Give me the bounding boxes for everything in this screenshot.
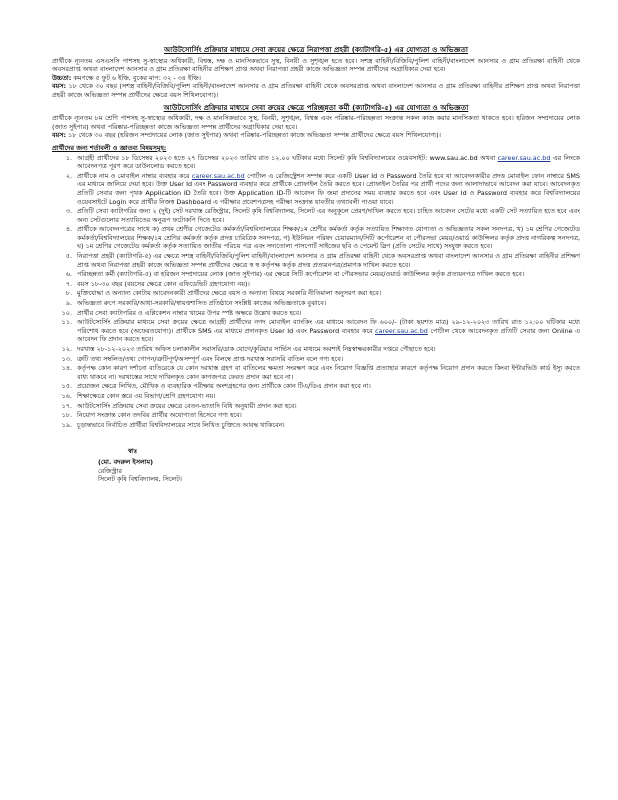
condition-number: ৪. — [65, 225, 72, 234]
section2-age — [52, 131, 580, 140]
condition-text-pre: প্রার্থীকে আবেদনপত্রের সাথে ক) প্রথম শ্রেণীর গেজেটেড কর্মকর্তা/বিশ্ববিদ্যালয়ের শিক্ষক/১ম শ্রেণীর কর্মকর্তা কর্তৃক সত্যায়িত শিক্ষাগত যোগ্যতা ও অভিজ্ঞতার সকল সনদপত্র, খ) ১ম শ্রেণির গেজেটেড কর্মকর্তা/বিশ্ববিদ্যালয়ের শিক্ষক/১ম শ্রেণির কর্মকর্তা কর্তৃক প্রদত্ত চারিত্রিক সনদপত্র, গ) ইউনিয়ন পরিষদ চেয়ারম্যান/সিটি কর্পোরেশন বা পৌরসভা মেয়র/ওয়ার্ড কাউন্সিলর কর্তৃক প্রদত্ত নাগরিকত্ব সনদপত্র, ঘ) ১ম শ্রেণির গেজেটেড কর্মকর্তা কর্তৃক সত্যায়িত জাতীয় পরিচয় পত্র এবং সদ্যতোলা পাসপোর্ট সাইজের ছবি ও পেমেন্ট স্লিপ (প্রতি সেটের সাথে) সংযুক্ত করতে হবে। — [77, 225, 580, 251]
condition-text-pre: বয়স ১৮-৩০ বছর (বয়সের ক্ষেত্রে কোন এফিডেভিট গ্রহণযোগ্য নয়)। — [77, 279, 250, 288]
condition-text-pre: প্রয়োজন ক্ষেত্রে লিখিত, মৌখিক ও ব্যবহারিক পরীক্ষায় অংশগ্রহণের জন্য প্রার্থীকে কোন টিএ/ডিএ প্রদান করা হবে না। — [77, 382, 371, 391]
condition-item — [52, 154, 580, 171]
age-value: ১৮ থেকে ৩০ বছর (হরিজন সম্প্রদায়ের লোক (জাত সুইপার) অথবা পরিষ্কার-পরিচ্ছন্নতা কাজে অভিজ্ঞতা সম্পন্ন প্রার্থীদের ক্ষেত্রে বয়স শিথিলযোগ্য)। — [68, 131, 441, 140]
condition-item — [52, 421, 580, 430]
condition-number: ১২. — [61, 345, 72, 353]
condition-text — [77, 364, 580, 381]
condition-text-pre: আগ্রহী প্রার্থীদের ১৮ ডিসেম্বর ২০২৩ হতে ২৭ ডিসেম্বর ২০২৩ তারিখ রাত ১২.০০ ঘটিকার মধ্যে সিলেট কৃষি বিশ্ববিদ্যালয়ের ওয়েবসাইট: www.sau.ac.bd অথবা — [77, 153, 496, 162]
condition-text — [77, 299, 580, 308]
condition-number: ১০. — [61, 308, 72, 317]
condition-item — [52, 225, 580, 251]
condition-text-pre: কর্তৃপক্ষ কোন কারণ দর্শানো ব্যতিরেকে যে কোন দরখাস্ত গ্রহণ বা বাতিলের ক্ষমতা সংরক্ষণ করে এবং নিয়োগ বিজ্ঞপ্তি প্রত্যাহার কারণে কর্তৃপক্ষ নিয়োগ প্রদান করতে কিংবা ইন্টারভিউ কার্ড ইস্যু করতে বাধ্য থাকবে না। দরখাস্তের সাথে দাখিলকৃত কোন কাগজপত্র ফেরত প্রদান করা হবে না। — [77, 364, 580, 381]
section2-title: আউটসোর্সিং প্রক্রিয়ার মাধ্যমে সেবা ক্রয়ের ক্ষেত্রে পরিচ্ছন্নতা কর্মী (ক্যাটাগরি-৫) এর যোগ্যতা ও অভিজ্ঞতা — [163, 102, 469, 112]
condition-item — [52, 299, 580, 308]
section2-paragraph: প্রার্থীকে ন্যূনতম ৮ম শ্রেণি পাশসহ সু-স্বাস্থ্যের অধিকারী, দক্ষ ও মানসিকভাবে সুস্থ, বিনয়ী, সুশৃঙ্খল, বিশ্বস্ত এবং পরিষ্কার-পরিচ্ছন্নতা সংক্রান্ত সকল কাজ করার মানসিকতা থাকতে হবে। হরিজন সম্প্রদায়ের লোক (জাত সুইপার) অথবা পরিষ্কার-পরিচ্ছন্নতা কাজে অভিজ্ঞতা সম্পন্ন প্রার্থীদের অগ্রাধিকার দেয়া হবে। — [52, 114, 580, 131]
condition-number: ১৬. — [61, 391, 72, 400]
condition-item — [52, 309, 580, 318]
condition-text-pre: প্রার্থীকে নাম ও মোবাইল নাম্বার ব্যবহার করে — [77, 171, 190, 180]
age-value: ১৮ থেকে ৩০ বছর (সশস্ত্র বাহিনী/বিজিবি/পুলিশ বাহিনী/বাংলাদেশ আনসার ও গ্রাম প্রতিরক্ষা বাহিনী থেকে অবসরপ্রাপ্ত অথবা বাংলাদেশ আনসার ও গ্রাম প্রতিরক্ষা বাহিনীর প্রশিক্ষণ প্রাপ্ত অথবা নিরাপত্তা প্রহরী কাজে অভিজ্ঞতা সম্পন্ন প্রার্থীদের ক্ষেত্রে বয়স শিথিলযোগ্য)। — [52, 82, 580, 99]
condition-text-pre: আউটসোর্সিং প্রক্রিয়ার মাধ্যমে সেবা ক্রয়ের ক্ষেত্রে আগ্রহী প্রার্থীদের নগদ মোবাইল ব্যাংকিং এর মাধ্যমে আবেদন ফি ৬০০/- (টাকা ছয়শত মাত্র) ২৯-১২-২০২৩ তারিখ রাত ১২:০০ ঘটিকার মধ্যে পরিশোধ করতে হবে (অফেরতযোগ্য)। প্রার্থীকে SMS এর মাধ্যমে প্রদানকৃত User Id এবং Password ব্যবহার করে — [77, 318, 580, 335]
condition-text-pre: মুক্তিযোদ্ধা ও অন্যান্য কোটায় আবেদনকারী প্রার্থীদের ক্ষেত্রে বয়স ও অন্যান্য বিষয়ে সরকারি নীতিমালা অনুসরণ করা হবে। — [77, 289, 382, 298]
condition-text — [77, 270, 580, 279]
condition-item — [52, 392, 580, 401]
career-portal-link[interactable]: career.sau.ac.bd — [191, 171, 245, 180]
condition-text-pre: দরখাস্ত ২৮-১২-২০২৩ তারিখ অফিস চলাকালীন সরাসরি/ডাক যোগে/কুরিয়ার সার্ভিস এর মাধ্যমে অবশ্যই নিম্নস্বাক্ষরকারীর দপ্তরে পৌছাতে হবে। — [77, 345, 436, 353]
condition-text-pre: পরিচ্ছন্নতা কর্মী (ক্যাটাগরি-৫) বা হরিজন সম্প্রদায়ের লোক (জাত সুইপার) এর ক্ষেত্রে সিটি কর্পোরেশন বা পৌরসভার মেয়র/ওয়ার্ড কাউন্সিলর কর্তৃক প্রত্যয়নপত্র দাখিল করতে হবে। — [77, 270, 525, 279]
condition-item — [52, 280, 580, 289]
condition-text — [77, 355, 580, 364]
height-value: কমপক্ষে ৫ ফুট ৬ ইঞ্চি, বুকের মাপ: ৩২ - ৩৪ ইঞ্চি। — [73, 73, 201, 82]
condition-text — [77, 421, 580, 430]
conditions-title: প্রার্থীদের জন্য শর্তাবলী ও জ্ঞাতব্য বিষয়সমূহ: — [52, 143, 167, 152]
signatory-designation: রেজিস্ট্রার — [98, 466, 122, 475]
condition-number: ৮. — [65, 289, 72, 298]
condition-text-pre: নিয়োগ সংক্রান্ত কোন তদবির প্রার্থীর অযোগ্যতা হিসেবে গণ্য হবে। — [77, 411, 242, 420]
condition-text — [77, 382, 580, 391]
condition-number: ১১. — [61, 318, 72, 327]
condition-text-pre: প্রতিটি সেবা ক্যাটাগরির জন্য ২ (দুই) সেট দরখাস্ত রেজিস্ট্রার, সিলেট কৃষি বিশ্ববিদ্যালয়, সিলেট এর অনুকূলে প্রেরণ/দাখিল করতে হবে। চাহিত আবেদন সেটের মধ্যে একটি সেট সত্যায়িত হতে হবে এবং অন্য সেটগুলোর সত্যায়িতের অনুরূপ ফটোকপি দিতে হবে। — [77, 207, 580, 224]
condition-number: ১৪. — [61, 364, 72, 373]
signature-mark: স্বাঃ — [128, 447, 138, 456]
condition-text-post: পোর্টাল থেকে আবেদনকৃত প্রতিটি সেবার জন্য Online এ আবেদন ফি প্রদান করতে হবে। — [77, 326, 580, 344]
age-label: বয়স: — [52, 82, 67, 91]
condition-number: ৬. — [65, 270, 72, 279]
condition-text — [77, 280, 580, 289]
condition-text — [77, 318, 580, 344]
condition-text-pre: ত্রুটি তথ্য সম্বলিত/তথ্য গোপন/ত্রুটিপূর্ণ/অসম্পূর্ণ এবং বিলম্বে প্রাপ্ত দরখাস্ত সরাসরি বাতিল বলে গণ্য হবে। — [77, 354, 344, 363]
condition-item — [52, 289, 580, 298]
condition-number: ৩. — [65, 207, 72, 216]
condition-item — [52, 411, 580, 420]
conditions-list — [52, 154, 580, 430]
condition-number: ২. — [65, 171, 72, 180]
condition-item — [52, 270, 580, 279]
condition-text — [77, 225, 580, 251]
section1-title: আউটসোর্সিং প্রক্রিয়ার মাধ্যমে সেবা ক্রয়ের ক্ষেত্রে নিরাপত্তা প্রহরী (ক্যাটাগরি-৫) এর যোগ্যতা ও অভিজ্ঞতা — [164, 45, 468, 54]
section1-paragraph: প্রার্থীকে ন্যূনতম এসএসসি পাশসহ সু-স্বাস্থ্যের অধিকারী, বিশ্বস্ত, দক্ষ ও মানসিকভাবে সুস্থ, বিনয়ী ও সুশৃঙ্খল হতে হবে। সশস্ত্র বাহিনী/বিজিবি/পুলিশ বাহিনী/বাংলাদেশ আনসার ও গ্রাম প্রতিরক্ষা বাহিনী থেকে অবসরপ্রাপ্ত অথবা বাংলাদেশ আনসার ও গ্রাম প্রতিরক্ষা বাহিনীর প্রশিক্ষণ প্রাপ্ত অথবা নিরাপত্তা প্রহরী কাজে অভিজ্ঞতা সম্পন্ন প্রার্থীদের অগ্রাধিকার দেয়া হবে। — [52, 56, 580, 74]
condition-text — [77, 172, 580, 206]
section1-age — [52, 82, 580, 99]
condition-item — [52, 207, 580, 224]
condition-number: ১৫. — [61, 382, 72, 391]
condition-text-pre: অভিজ্ঞতা রুপে সরকারি/আধা-সরকারি/স্বায়ত্তশাসিত প্রতিষ্ঠানে সংশ্লিষ্ট কাজের অভিজ্ঞতাকে বুঝাবে। — [77, 299, 327, 308]
condition-item — [52, 345, 580, 354]
age-label: বয়স: — [52, 131, 67, 140]
condition-text — [77, 392, 580, 401]
condition-number: ১৭. — [61, 401, 72, 410]
condition-number: ১. — [65, 153, 72, 162]
condition-item — [52, 355, 580, 364]
signatory-office: সিলেট কৃষি বিশ্ববিদ্যালয়, সিলেট। — [98, 475, 182, 484]
condition-text — [77, 402, 580, 411]
section1-height — [52, 74, 580, 83]
condition-text — [77, 207, 580, 224]
condition-number: ১৩. — [61, 354, 72, 363]
career-portal-link[interactable]: career.sau.ac.bd — [375, 326, 428, 335]
career-portal-link[interactable]: career.sau.ac.bd — [497, 153, 551, 162]
height-label: উচ্চতা: — [52, 73, 72, 82]
condition-text-pre: নিরাপত্তা প্রহরী (ক্যাটাগরি-৫) এর ক্ষেত্রে সশস্ত্র বাহিনী/বিজিবি/পুলিশ বাহিনী/বাংলাদেশ আনসার ও গ্রাম প্রতিরক্ষা বাহিনী থেকে অবসরপ্রাপ্ত অথবা বাংলাদেশ আনসার ও গ্রাম প্রতিরক্ষা বাহিনীর প্রশিক্ষণ প্রাপ্ত অথবা নিরাপত্তা প্রহরী কাজে অভিজ্ঞতা সম্পন্ন প্রার্থীদের ক্ষেত্রে স্ব স্ব কর্তৃপক্ষ কর্তৃক প্রদত্ত প্রত্যয়নপত্র/প্রমাণক দাখিল করতে হবে। — [77, 252, 580, 269]
condition-number: ৫. — [65, 252, 72, 261]
condition-item — [52, 382, 580, 391]
condition-text — [77, 154, 580, 171]
condition-text — [77, 309, 580, 318]
condition-item — [52, 252, 580, 269]
condition-item — [52, 172, 580, 206]
condition-text — [77, 345, 580, 354]
condition-text — [77, 252, 580, 269]
condition-item — [52, 402, 580, 411]
condition-item — [52, 364, 580, 381]
condition-number: ১৯. — [61, 420, 72, 429]
condition-text-post: পোর্টাল এ রেজিস্ট্রেশন সম্পন্ন করে একটি User Id ও Password তৈরি হবে যা আবেদনকারীর প্রদত্ত মোবাইল ফোন নাম্বারে SMS এর মাধ্যমে জানিয়ে দেয়া হবে। উক্ত User Id এবং Password ব্যবহার করে প্রার্থীকে প্রোফাইল তৈরি করতে হবে। প্রোফাইল তৈরির পর প্রার্থী পদের জন্য আলাদাভাবে আবেদন করা যাবে। আবেদনকৃত প্রতিটি সেবার জন্য পৃথক Application ID তৈরি হবে। উক্ত Application ID-টি আবেদন ফি জমা প্রদানের সময় ব্যবহার করতে হবে এবং User Id ও Password ব্যবহার করে বিশ্ববিদ্যালয়ের ওয়েবসাইটে Login করে প্রার্থীর নিজস্ব Dashboard এ পরীক্ষার প্রবেশপত্রসহ পরীক্ষা সংক্রান্ত যাবতীয় তথ্যাবলী পাওয়া যাবে। — [77, 171, 580, 206]
condition-number: ১৮. — [61, 411, 72, 420]
condition-text-pre: শিক্ষাক্ষেত্রে কোন স্তরে ৩য় বিভাগ/শ্রেণি গ্রহণযোগ্য নয়। — [77, 391, 216, 400]
condition-text-pre: চূড়ান্তভাবে নির্বাচিত প্রার্থীরা বিশ্ববিদ্যালয়ের সাথে লিখিত চুক্তিতে আবদ্ধ থাকিবেন। — [77, 420, 285, 429]
signatory-name: (মো. বদরুল ইসলাম) — [98, 457, 154, 466]
signature-block — [52, 447, 580, 483]
condition-text — [77, 289, 580, 298]
condition-text-pre: প্রার্থীর সেবা ক্যাটাগরির ও এপ্লিকেশন নাম্বার খামের উপর স্পষ্ট অক্ষরে উল্লেখ করতে হবে। — [77, 308, 302, 317]
condition-text-pre: আউটসোর্সিং প্রক্রিয়ায় সেবা ক্রয়ের ক্ষেত্রে বেতন-ভাতাদি বিধি অনুযায়ী প্রদান করা হবে। — [77, 401, 297, 410]
condition-number: ৯. — [65, 299, 72, 308]
condition-number: ৭. — [65, 279, 72, 288]
condition-text-post: এর লিংকে আবেদনপত্র পূরণ করে ডাউনলোড করতে হবে। — [77, 153, 580, 171]
condition-item — [52, 318, 580, 344]
condition-text — [77, 411, 580, 420]
